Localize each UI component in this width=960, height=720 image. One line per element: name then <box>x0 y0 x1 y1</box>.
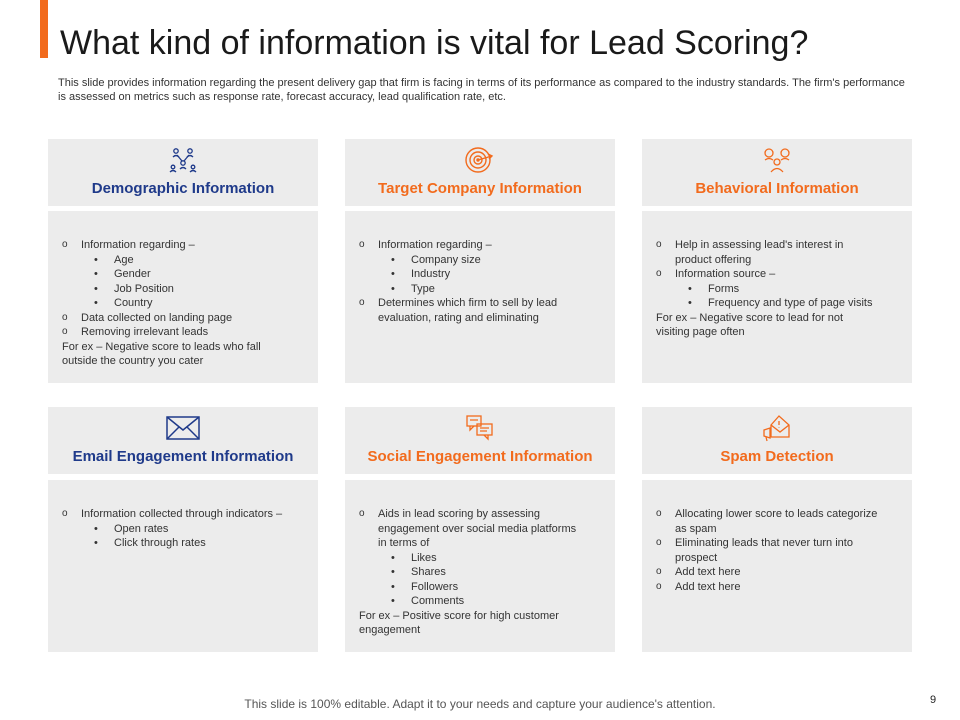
list-item: For ex – Positive score for high customer <box>359 609 559 622</box>
page-title: What kind of information is vital for Lead Scoring? <box>60 24 809 62</box>
list-item: o Help in assessing lead's interest in <box>656 238 902 253</box>
card-target-company-body <box>345 211 615 383</box>
list-item: • Type <box>359 282 605 297</box>
card-target-company-header <box>345 139 615 206</box>
card-title: Email Engagement Information <box>72 448 294 465</box>
list-item: • Country <box>62 296 308 311</box>
list-item: • Comments <box>359 594 605 609</box>
list-item: • Company size <box>359 253 605 268</box>
list-item: o Aids in lead scoring by assessing <box>359 507 605 522</box>
list-item: o Information source – <box>656 267 902 282</box>
card-social-header <box>345 407 615 474</box>
chat-icon <box>345 413 615 443</box>
list-item: • Gender <box>62 267 308 282</box>
list-item: engagement <box>359 624 421 636</box>
list-item: o Removing irrelevant leads <box>62 325 308 340</box>
list-item: For ex – Negative score to lead for not <box>656 311 844 324</box>
list-item: o Data collected on landing page <box>62 311 308 326</box>
list-item: • Age <box>62 253 308 268</box>
list-item: o Information regarding – <box>359 238 605 253</box>
list-item: outside the country you cater <box>62 355 204 367</box>
list-item: o Add text here <box>656 565 902 580</box>
list-item: • Frequency and type of page visits <box>656 296 902 311</box>
list-item: evaluation, rating and eliminating <box>378 311 539 324</box>
card-title: Demographic Information <box>91 180 275 197</box>
card-behavioral-header <box>642 139 912 206</box>
list-item: • Open rates <box>62 522 308 537</box>
list-item: o Eliminating leads that never turn into <box>656 536 902 551</box>
card-email-header <box>48 407 318 474</box>
list-item: as spam <box>675 522 717 535</box>
list-item: • Industry <box>359 267 605 282</box>
list-item: engagement over social media platforms <box>378 522 577 535</box>
list-item: o Add text here <box>656 580 902 595</box>
list-item: • Job Position <box>62 282 308 297</box>
behavior-icon <box>642 145 912 175</box>
card-behavioral-body <box>642 211 912 383</box>
list-item: o Allocating lower score to leads categorize <box>656 507 902 522</box>
card-email-body <box>48 480 318 652</box>
card-title: Social Engagement Information <box>367 448 593 465</box>
page-subtitle: This slide provides information regarding the present delivery gap that firm is facing in terms of its performance as compared to the industry standards. The firm's performance is assessed on metrics such as response rate, forecast accuracy, lead qualification rate, etc. <box>58 77 905 103</box>
footer-note: This slide is 100% editable. Adapt it to your needs and capture your audience's attention. <box>244 697 716 711</box>
card-spam-body <box>642 480 912 652</box>
list-item: For ex – Negative score to leads who fall <box>62 340 261 353</box>
card-demographic-body <box>48 211 318 383</box>
target-icon <box>345 145 615 175</box>
card-title: Target Company Information <box>378 180 582 197</box>
page-number: 9 <box>930 694 937 706</box>
envelope-icon <box>48 413 318 443</box>
list-item: o Determines which firm to sell by lead <box>359 296 605 311</box>
spam-icon <box>642 413 912 443</box>
list-item: • Forms <box>656 282 902 297</box>
card-title: Spam Detection <box>720 448 834 465</box>
list-item: • Shares <box>359 565 605 580</box>
list-item: • Likes <box>359 551 605 566</box>
card-spam-header <box>642 407 912 474</box>
card-demographic-header <box>48 139 318 206</box>
list-item: visiting page often <box>656 326 745 338</box>
list-item: o Information regarding – <box>62 238 308 253</box>
accent-bar <box>40 0 48 58</box>
people-network-icon <box>48 145 318 175</box>
list-item: prospect <box>675 551 718 564</box>
card-title: Behavioral Information <box>695 180 859 197</box>
list-item: o Information collected through indicators – <box>62 507 308 522</box>
list-item: • Followers <box>359 580 605 595</box>
card-social-body <box>345 480 615 652</box>
list-item: in terms of <box>378 537 430 549</box>
list-item: • Click through rates <box>62 536 308 551</box>
list-item: product offering <box>675 253 752 266</box>
